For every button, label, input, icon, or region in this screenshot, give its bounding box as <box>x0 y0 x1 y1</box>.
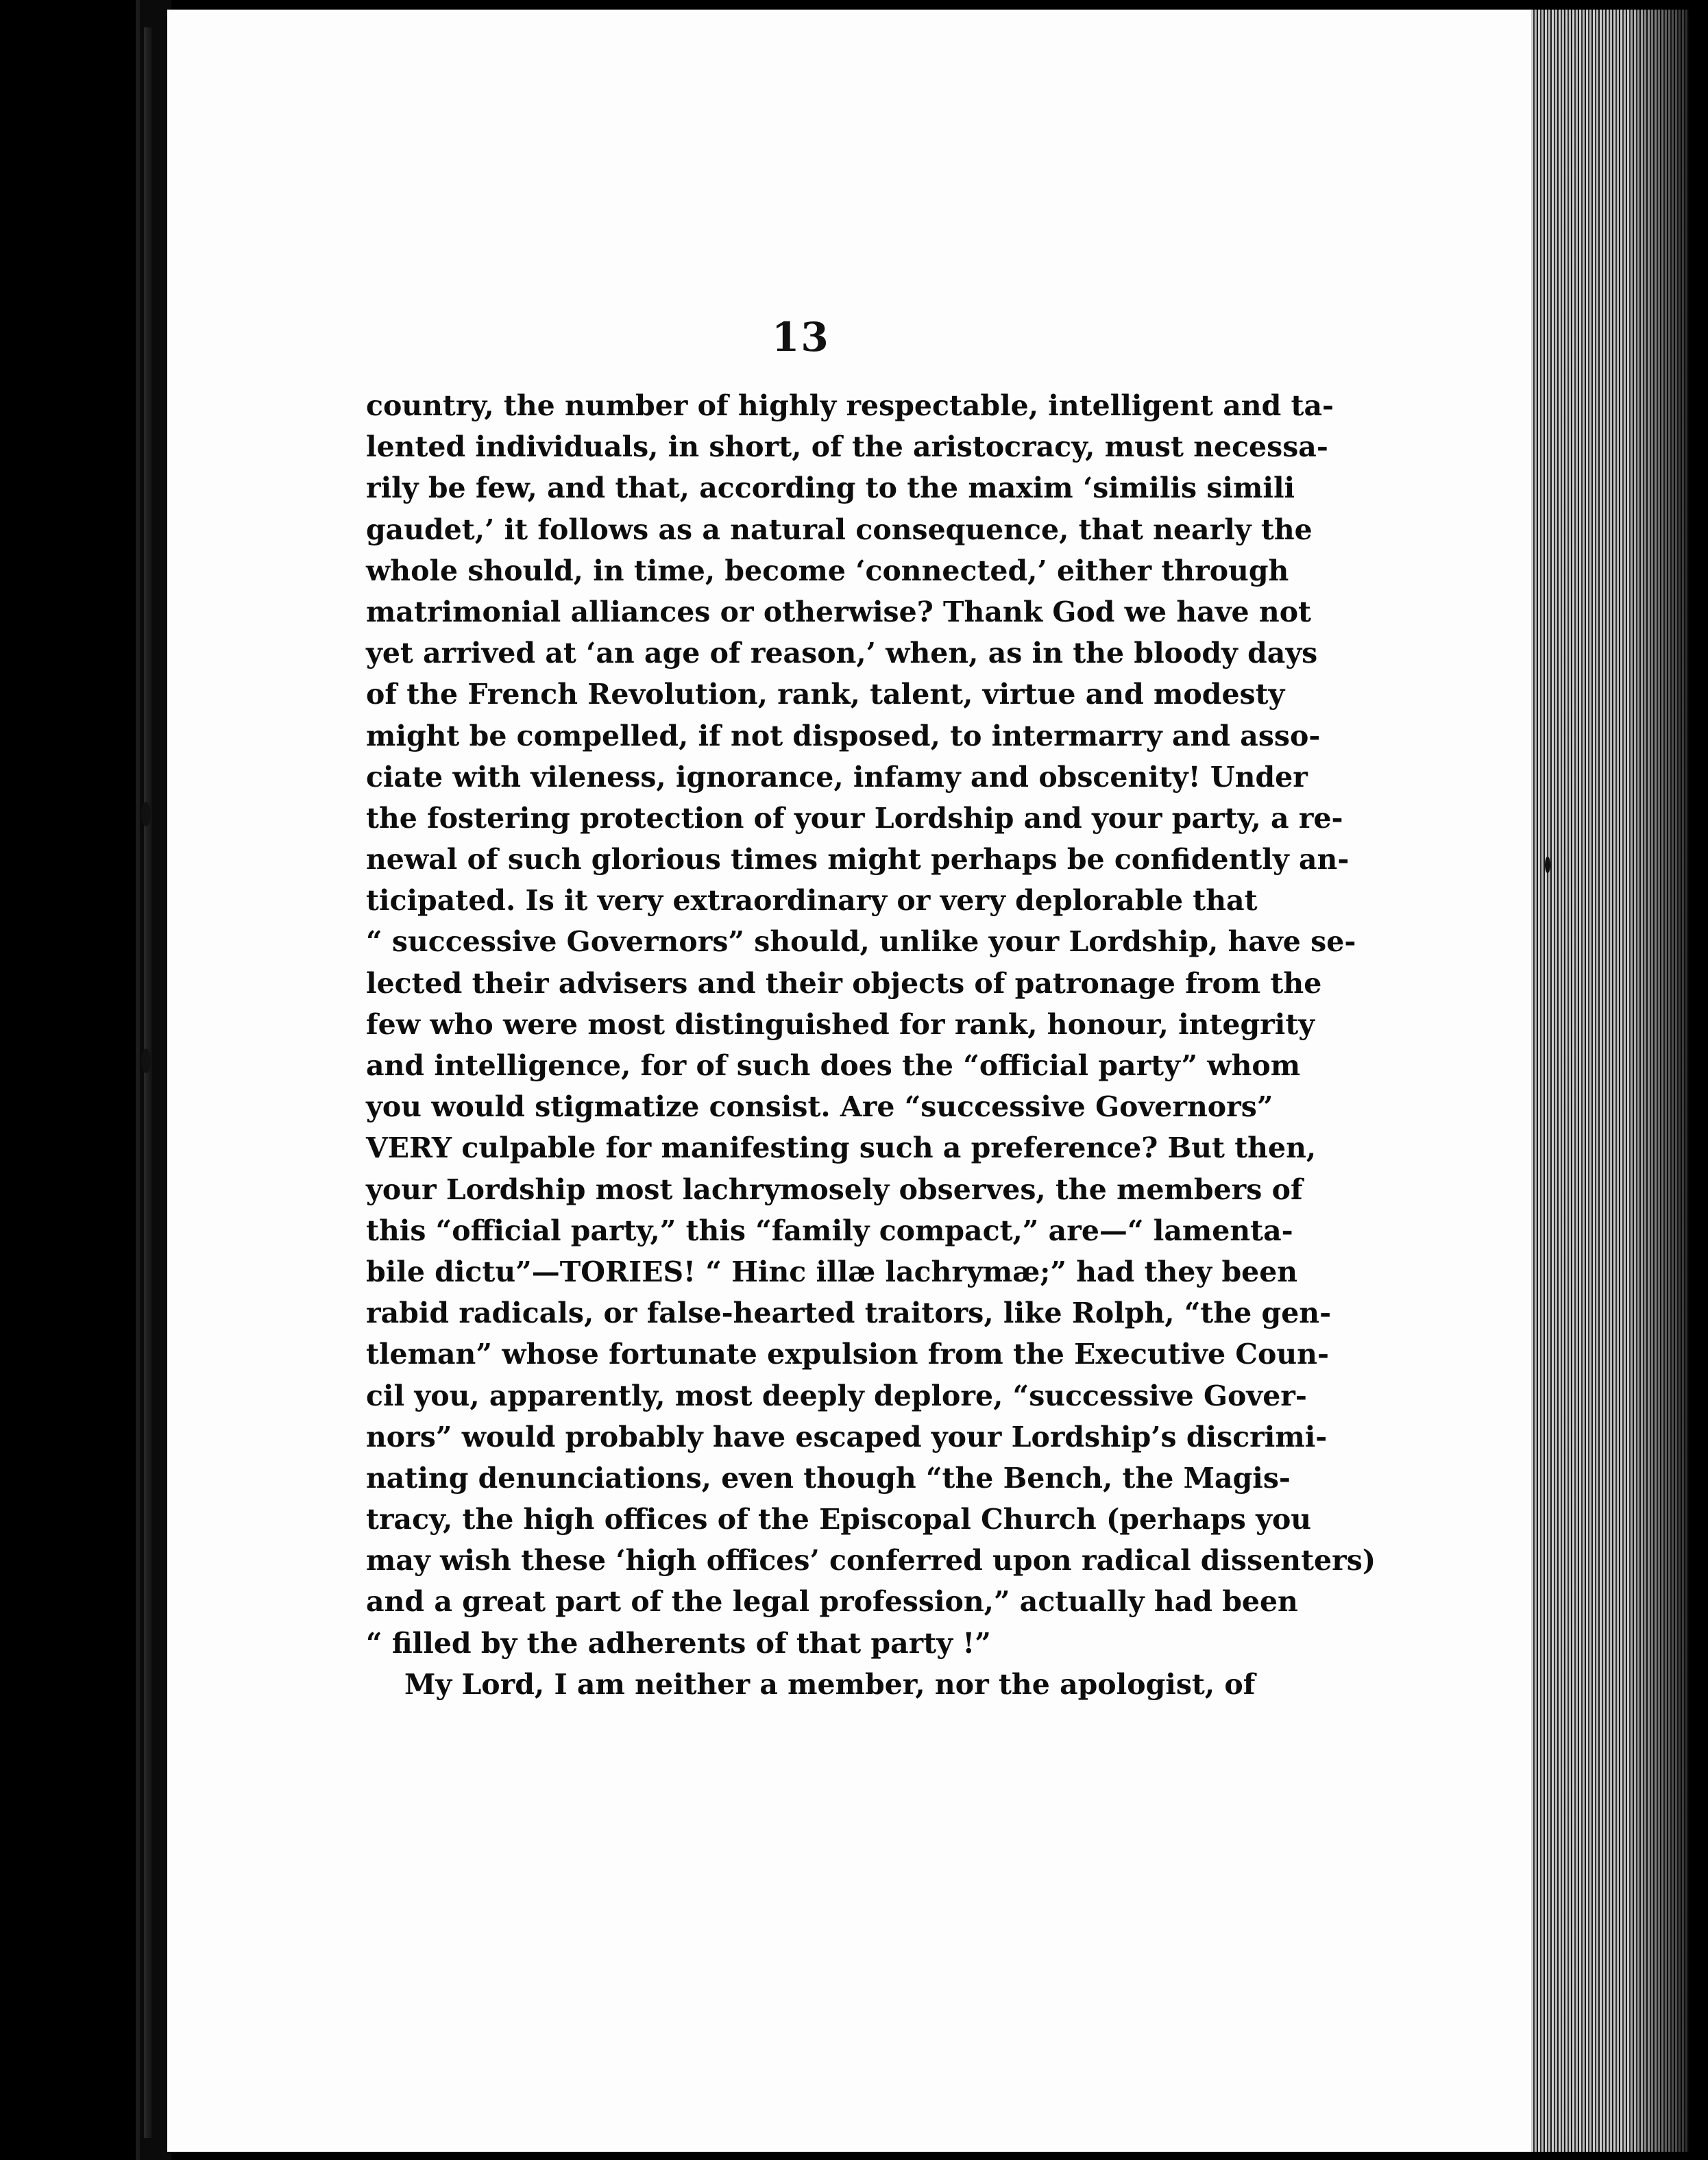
text-line: country, the number of highly respectable, intelligent and ta- <box>366 389 1334 422</box>
text-line: nating denunciations, even though “the Bench, the Magis- <box>366 1461 1291 1495</box>
text-line: My Lord, I am neither a member, nor the apologist, of <box>404 1667 1256 1701</box>
text-line: tracy, the high offices of the Episcopal Church (perhaps you <box>366 1503 1312 1536</box>
gutter-shadow <box>144 27 152 2138</box>
text-line: nors” would probably have escaped your Lordship’s discrimi- <box>366 1420 1328 1453</box>
text-line: lected their advisers and their objects of patronage from the <box>366 966 1322 1000</box>
text-line: cil you, apparently, most deeply deplore, “successive Gover- <box>366 1379 1307 1412</box>
page-number: 13 <box>772 314 830 360</box>
text-line: ticipated. Is it very extraordinary or very deplorable that <box>366 884 1258 918</box>
text-line: and intelligence, for of such does the “official party” whom <box>366 1049 1301 1082</box>
text-line: rily be few, and that, according to the maxim ‘similis simili <box>366 471 1295 505</box>
text-line: bile dictu”—TORIES! “ Hinc illæ lachrymæ;” had they been <box>366 1255 1298 1288</box>
text-line: might be compelled, if not disposed, to intermarry and asso- <box>366 719 1321 752</box>
binding-mark <box>1545 857 1550 873</box>
binding-mark <box>141 1048 151 1073</box>
binding-mark <box>141 802 151 826</box>
text-line: and a great part of the legal profession,” actually had been <box>366 1585 1298 1619</box>
text-line: “ successive Governors” should, unlike your Lordship, have se- <box>366 925 1356 959</box>
text-line: may wish these ‘high offices’ conferred upon radical dissenters) <box>366 1544 1376 1578</box>
text-line: gaudet,’ it follows as a natural consequence, that nearly the <box>366 513 1313 546</box>
text-line: lented individuals, in short, of the aristocracy, must necessa- <box>366 430 1328 464</box>
text-line: matrimonial alliances or otherwise? Thank God we have not <box>366 595 1311 628</box>
previous-page-edge <box>136 0 171 2160</box>
page-stack-shadow <box>1631 10 1708 2152</box>
text-line: “ filled by the adherents of that party !” <box>366 1626 991 1660</box>
text-line: of the French Revolution, rank, talent, virtue and modesty <box>366 678 1285 711</box>
text-line: few who were most distinguished for rank, honour, integrity <box>366 1007 1315 1041</box>
page-body-text <box>366 385 1376 1705</box>
text-line: you would stigmatize consist. Are “successive Governors” <box>366 1090 1273 1124</box>
text-line: ciate with vileness, ignorance, infamy and obscenity! Under <box>366 760 1308 794</box>
text-line: your Lordship most lachrymosely observes, the members of <box>366 1173 1303 1206</box>
text-line: tleman” whose fortunate expulsion from the Executive Coun- <box>366 1338 1329 1371</box>
text-line: rabid radicals, or false-hearted traitors, like Rolph, “the gen- <box>366 1297 1332 1330</box>
text-line: VERY culpable for manifesting such a preference? But then, <box>366 1131 1317 1165</box>
text-line: this “official party,” this “family compact,” are—“ lamenta- <box>366 1214 1293 1247</box>
text-line: whole should, in time, become ‘connected,’ either through <box>366 554 1289 587</box>
text-line: newal of such glorious times might perhaps be confidently an- <box>366 843 1350 876</box>
text-line: the fostering protection of your Lordship and your party, a re- <box>366 801 1343 835</box>
text-line: yet arrived at ‘an age of reason,’ when, as in the bloody days <box>366 637 1318 670</box>
